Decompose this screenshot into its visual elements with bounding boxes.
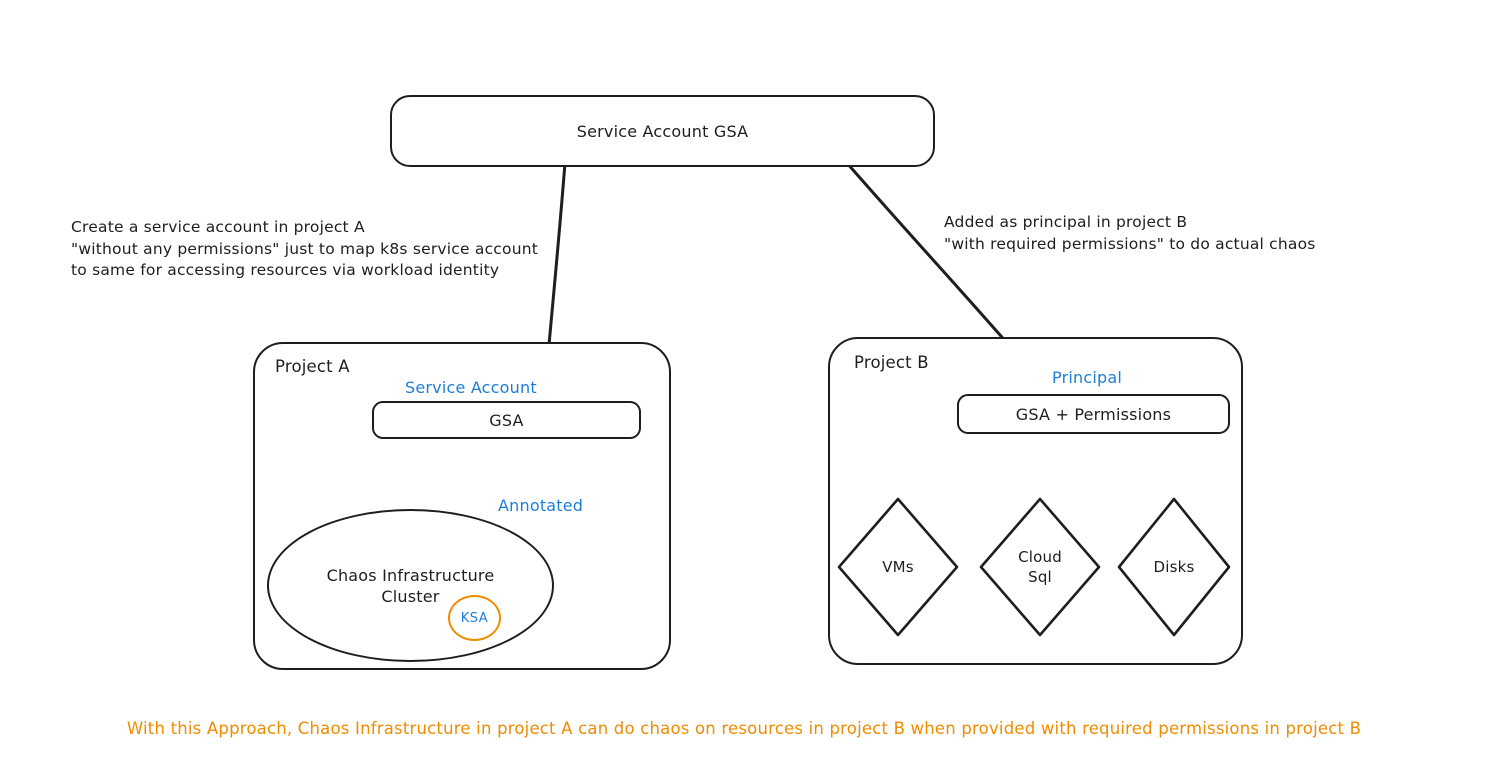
cloud-sql-diamond xyxy=(978,496,1102,638)
vms-label: VMs xyxy=(882,558,914,576)
right-annotation xyxy=(944,212,1316,255)
left-annotation-line: "without any permissions" just to map k8s service account xyxy=(71,239,539,258)
left-annotation-line: Create a service account in project A xyxy=(71,218,365,236)
project-b-title: Project B xyxy=(854,353,929,372)
ksa-label: KSA xyxy=(460,610,489,626)
disks-diamond xyxy=(1116,496,1232,638)
footer-conclusion-note: With this Approach, Chaos Infrastructure in project A can do chaos on resources in project B when provided with required permissions in project B xyxy=(126,719,1362,738)
right-annotation-line: "with required permissions" to do actual chaos xyxy=(944,234,1316,253)
chaos-cluster-label: Chaos Infrastructure Cluster xyxy=(326,565,495,606)
service-account-caption: Service Account xyxy=(405,378,537,397)
annotated-arrow-label: Annotated xyxy=(495,496,586,515)
project-a-container xyxy=(253,342,671,670)
service-account-gsa-label: Service Account GSA xyxy=(576,121,749,141)
gsa-permissions-label: GSA + Permissions xyxy=(1015,404,1172,424)
left-annotation-line: to same for accessing resources via workload identity xyxy=(71,261,500,279)
gsa-permissions-box xyxy=(957,394,1230,434)
chaos-cluster-ellipse xyxy=(267,509,554,662)
gsa-box xyxy=(372,401,641,439)
project-b-container xyxy=(828,337,1243,665)
left-annotation xyxy=(71,217,538,282)
cloud-sql-label: Cloud Sql xyxy=(1018,548,1062,586)
vms-diamond xyxy=(836,496,960,638)
project-a-title: Project A xyxy=(275,357,350,376)
gsa-box-label: GSA xyxy=(489,410,524,430)
right-annotation-line: Added as principal in project B xyxy=(944,213,1188,231)
service-account-gsa-box xyxy=(390,95,935,167)
principal-caption: Principal xyxy=(1052,368,1122,387)
disks-label: Disks xyxy=(1153,558,1195,576)
ksa-circle xyxy=(448,595,501,641)
